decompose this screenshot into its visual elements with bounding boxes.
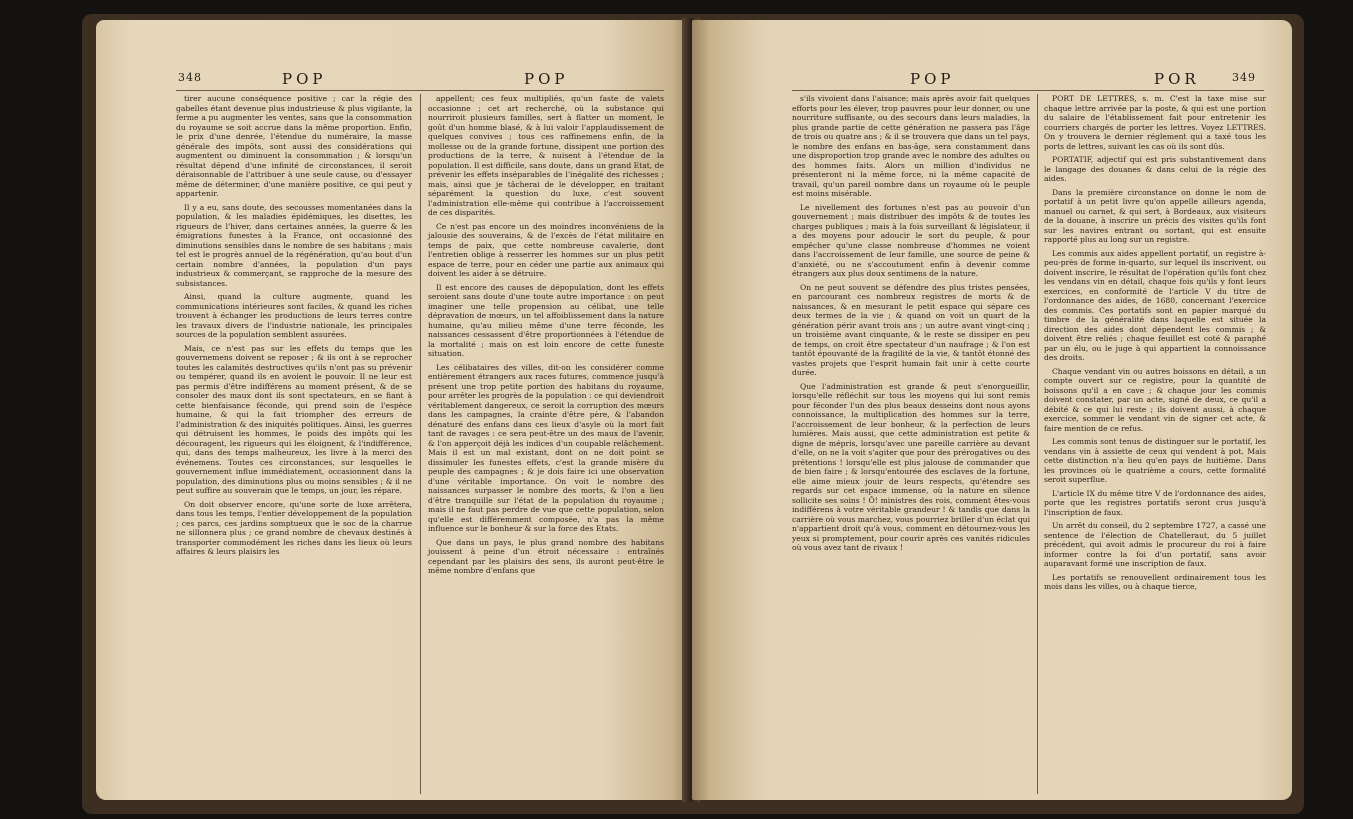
paragraph: Chaque vendant vin ou autres boissons en détail, a un compte ouvert sur ce registre, pour la quantité de boissons qu'il a en cave ; & chaque jour les commis doivent constater, par un acte, signé de deux, ce qu'il a débité & ce qui lui reste ; ils doivent aussi, à chaque exercice, sommer le vendant vin de signer cet acte, & faire mention de ce refus. bbox=[1044, 366, 1266, 433]
left-column-1 bbox=[176, 94, 412, 561]
paragraph: Les commis aux aides appellent portatif, un registre à-peu-près de forme in-quarto, sur lequel ils inscrivent, ou doivent inscrire, le résultat de l'opération qu'ils font chez les vendans vin en détail, chaque fois qu'ils y font leurs exercices, en conformité de l'article V du titre de l'ordonnance des aides, de 1680, concernant l'exercice des commis. Ces portatifs sont en papier marqué du timbre de la généralité dans laquelle est située la direction des aides dont dépendent les commis ; & doivent être reliés ; chaque feuillet est coté & paraphé par un élu, ou le juge à qui appartient la connoissance des droits. bbox=[1044, 248, 1266, 362]
paragraph: Que dans un pays, le plus grand nombre des habitans jouissent à peine d'un étroit nécessaire : entraînés cependant par les plaisirs des sens, ils auront peut-être le même nombre d'enfans que bbox=[428, 537, 664, 575]
right-header-rule bbox=[792, 90, 1264, 91]
right-page-number: 349 bbox=[1232, 71, 1256, 84]
left-header-rule bbox=[176, 90, 664, 91]
paragraph: Il y a eu, sans doute, des secousses momentanées dans la population, & les maladies épidémiques, les disettes, les rigueurs de l'hiver, dans certaines années, la guerre & les émigrations funestes à la France, ont occasionné des diminutions sensibles dans le nombre de ses habitans ; mais tel est le progrès annuel de la régénération, qu'au bout d'un certain nombre d'années, la population d'un pays industrieux & commerçant, se rapproche de la mesure des subsistances. bbox=[176, 202, 412, 288]
paragraph: PORT DE LETTRES, s. m. C'est la taxe mise sur chaque lettre arrivée par la poste, & qui est une portion du salaire de l'établissement fait pour entretenir les courriers chargés de porter les lettres. Voyez LETTRES. On y trouvera le dernier réglement qui a taxé tous les ports de lettres, suivant les cas où ils sont dûs. bbox=[1044, 94, 1266, 151]
left-running-head-2: POP bbox=[524, 70, 569, 88]
right-running-head-1: POP bbox=[910, 70, 955, 88]
right-page bbox=[692, 20, 1292, 800]
right-column-1 bbox=[792, 94, 1030, 557]
paragraph: Un arrêt du conseil, du 2 septembre 1727, a cassé une sentence de l'élection de Chatelleraut, du 5 juillet précédent, qui avoit admis le procureur du roi à faire informer contre la foi d'un portatif, sans avoir auparavant formé une inscription de faux. bbox=[1044, 521, 1266, 568]
right-column-divider bbox=[1037, 94, 1038, 794]
paragraph: tirer aucune conséquence positive ; car la régie des gabelles étant devenue plus industrieuse & plus vigilante, la ferme a pu augmenter les ventes, sans que la consommation du royaume se soit accrue dans la même proportion. Enfin, le prix d'une denrée, l'étendue du numéraire, la masse générale des impôts, sont aussi des considérations qui augmentent ou diminuent la consommation ; & lorsqu'un résultat dépend d'une infinité de circonstances, il seroit déraisonnable de l'attribuer à une seule cause, ou d'essayer même de déterminer, d'une manière positive, ce qui peut y appartenir. bbox=[176, 94, 412, 198]
paragraph: On doit observer encore, qu'une sorte de luxe arrêtera, dans tous les temps, l'entier développement de la population ; ces parcs, ces jardins somptueux que le soc de la charrue ne sillonnera plus ; ce grand nombre de chevaux destinés à transporter commodément les riches dans les lieux où leurs affaires & leurs plaisirs les bbox=[176, 499, 412, 556]
paragraph: L'article IX du même titre V de l'ordonnance des aides, porte que les registres portatifs seront crus jusqu'à l'inscription de faux. bbox=[1044, 488, 1266, 517]
book-spread bbox=[82, 14, 1304, 814]
paragraph: Les commis sont tenus de distinguer sur le portatif, les vendans vin à assiette de ceux qui vendent à pot. Mais cette distinction n'a lieu qu'en pays de huitième. Dans les provinces où le quatrième a cours, cette formalité seroit superflue. bbox=[1044, 437, 1266, 484]
paragraph: Les portatifs se renouvellent ordinairement tous les mois dans les villes, ou à chaque tierce, bbox=[1044, 572, 1266, 591]
paragraph: Les célibataires des villes, dit-on les considérer comme entièrement étrangers aux races futures, commence jusqu'à présent une trop petite portion des habitans du royaume, pour arrêter les progrès de la population : ce qui deviendroit véritablement dangereux, ce seroit la corruption des mœurs dans les campagnes, la crainte d'être père, & l'abandon dénaturé des enfans dans ces lieux d'asyle où la mort fait tant de ravages : ce sera peut-être un des maux de l'avenir, & l'on apperçoit déjà les indices d'un coupable relâchement. Mais il est un mal existant, dont on ne doit point se dissimuler les funestes effets, c'est la grande misère du peuple des campagnes ; & je dois faire ici une observation d'une véritable importance. On voit le nombre des naissances surpasser le nombre des morts, & l'on a lieu d'être tranquille sur l'état de la population du royaume ; mais il ne faut pas perdre de vue que cette population, selon qu'elle est différemment composée, n'a pas la même influence sur le bonheur & sur la force des Etats. bbox=[428, 362, 664, 533]
paragraph: Ce n'est pas encore un des moindres inconvéniens de la jalousie des souverains, & de l'excès de l'état militaire en temps de paix, que cette nombreuse cavalerie, dont l'entretien oblige à resserrer les hommes sur un plus petit espace de terre, pour en céder une partie aux animaux qui doivent les aider à se détruire. bbox=[428, 221, 664, 278]
paragraph: Dans la première circonstance on donne le nom de portatif à un petit livre qu'on appelle ailleurs agenda, manuel ou carnet, & qui sert, à Bordeaux, aux visiteurs de la douane, à inscrire un précis des visites qu'ils font sur les navires entrant ou sortant, qui est ensuite rapporté plus au long sur un registre. bbox=[1044, 187, 1266, 244]
paragraph: Le nivellement des fortunes n'est pas au pouvoir d'un gouvernement ; mais distribuer des impôts & de toutes les charges publiques ; mais à la fois surveillant & législateur, il a des moyens pour adoucir le sort du peuple, & pour empêcher qu'une classe nombreuse d'hommes ne voient dans l'accroissement de leur famille, une source de peine & d'anxiété, ou ne s'accoutument enfin à devenir comme étrangers aux plus doux sentimens de la nature. bbox=[792, 202, 1030, 278]
paragraph: Il est encore des causes de dépopulation, dont les effets seroient sans doute d'une toute autre importance : on peut imaginer une telle propension au célibat, une telle dépravation de mœurs, un tel affoiblissement dans la nature humaine, qu'au milieu même d'une terre féconde, les naissances cessassent d'être proportionnées à l'étendue de la mortalité ; mais on est loin encore de cette funeste situation. bbox=[428, 282, 664, 358]
left-page-number: 348 bbox=[178, 71, 202, 84]
paragraph: Que l'administration est grande & peut s'enorgueillir, lorsqu'elle réfléchit sur tous les moyens qui lui sont remis pour féconder l'un des plus beaux desseins dont nous ayons connoissance, la multiplication des hommes sur la terre, l'accroissement de leur bonheur, & la perfection de leurs lumières. Mais aussi, que cette administration est petite & digne de mépris, lorsqu'avec une pareille carrière au devant d'elle, on ne la voit s'agiter que pour des prérogatives ou des prétentions ! lorsqu'elle est plus jalouse de commander que de bien faire ; & lorsqu'entourée des esclaves de la fortune, elle aime mieux jouir de leurs respects, qu'étendre ses regards sur cet espace immense, où la nature en silence sollicite ses soins ! Ô! ministres des rois, comment êtes-vous indifférens à votre véritable grandeur ! & tandis que dans la carrière où vous marchez, vous pourriez briller d'un éclat qui n'appartient droit qu'à vous, comment en détournez-vous les yeux si promptement, pour courir après ces vanités ridicules où vous avez tant de rivaux ! bbox=[792, 381, 1030, 552]
left-column-divider bbox=[420, 94, 421, 794]
paragraph: s'ils vivoient dans l'aisance; mais après avoir fait quelques efforts pour les élever, trop pauvres pour leur donner, ou une nourriture suffisante, ou des secours dans leurs maladies, la plus grande partie de cette génération ne passera pas l'âge de trois ou quatre ans ; & il se trouvera que dans un tel pays, le nombre des enfans en bas-âge, sera constamment dans une disproportion trop grande avec le nombre des adultes ou des hommes faits. Alors un million d'individus ne présenteront ni la même force, ni la même capacité de travail, qu'un pareil nombre dans un royaume où le peuple est moins misérable. bbox=[792, 94, 1030, 198]
left-page bbox=[96, 20, 690, 800]
right-running-head-2: POR bbox=[1154, 70, 1200, 88]
left-column-2 bbox=[428, 94, 664, 580]
right-column-2 bbox=[1044, 94, 1266, 596]
paragraph: PORTATIF, adjectif qui est pris substantivement dans le langage des douanes & dans celui de la régie des aides. bbox=[1044, 155, 1266, 183]
paragraph: Mais, ce n'est pas sur les effets du temps que les gouvernemens doivent se reposer ; & ils ont à se reprocher toutes les calamités destructives qu'ils n'ont pas su prévenir ou tempérer, quand ils en avoient le pouvoir. Il ne leur est pas permis d'être indifférens au moment présent, & de se consoler des maux dont ils sont spectateurs, en se fiant à cette bienfaisance féconde, qui prend soin de l'espèce humaine, & qui la fait triompher des erreurs de l'administration & des iniquités politiques. Ainsi, les guerres qui détruisent les hommes, le poids des impôts qui les découragent, les rigueurs qui les éloignent, & l'indifférence, qui, dans des temps malheureux, les livre à la merci des événemens. Toutes ces circonstances, sur lesquelles le gouvernement influe immédiatement, occasionnent dans la population, des diminutions plus ou moins sensibles ; & il ne peut suffire au souverain que le temps, un jour, les répare. bbox=[176, 343, 412, 495]
paragraph: On ne peut souvent se défendre des plus tristes pensées, en parcourant ces nombreux registres de morts & de naissances, & en mesurant le petit espace qui sépare ces deux termes de la vie ; & quand on voit un quart de la génération périr avant trois ans ; un autre avant vingt-cinq ; un troisième avant cinquante, & le reste se dissiper en peu de temps, on croit être spectateur d'un naufrage ; & l'on est tantôt épouvanté de la fragilité de la vie, & tantôt étonné des vastes projets que l'esprit humain fait unir à cette courte durée. bbox=[792, 282, 1030, 377]
paragraph: Ainsi, quand la culture augmente, quand les communications intérieures sont faciles, & quand les riches trouvent à échanger les productions de leurs terres contre les travaux divers de l'industrie nationale, les principales sources de la population semblent assurées. bbox=[176, 292, 412, 339]
paragraph: appellent; ces feux multipliés, qu'un faste de valets occasionne ; cet art recherché, où la substance qui nourriroit plusieurs familles, sert à flatter un moment, le goût d'un homme blasé, & à lui valoir l'applaudissement de quelques convives ; tous ces raffinemens enfin, de la mollesse ou de la grande fortune, dissipent une portion des productions de la terre, & nuisent à l'étendue de la population. Il est difficile, sans doute, dans un grand Etat, de prévenir les effets inséparables de l'inégalité des richesses ; mais, ainsi que je tâcherai de le développer, en traitant séparément la question du luxe, c'est souvent l'administration elle-même qui contribue à l'accroissement de ces disparités. bbox=[428, 94, 664, 217]
left-running-head-1: POP bbox=[282, 70, 327, 88]
